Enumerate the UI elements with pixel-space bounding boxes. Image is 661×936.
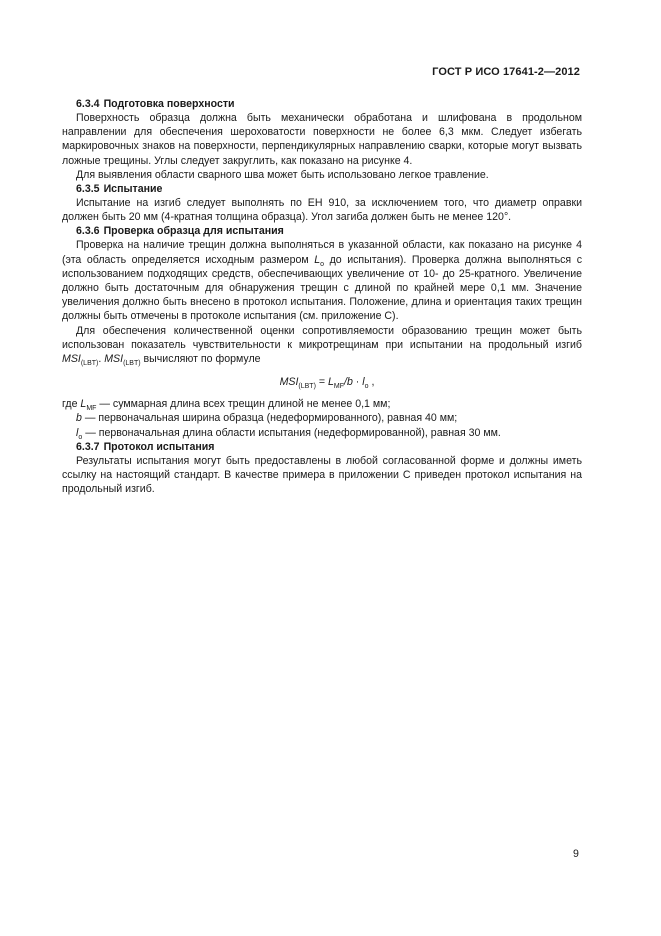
variable: L (80, 398, 87, 411)
paragraph: Для выявления области сварного шва может быть использовано легкое травление. (76, 168, 489, 181)
section-number: 6.3.5 (76, 183, 100, 196)
section-number: 6.3.4 (76, 98, 100, 110)
paragraph: Испытание на изгиб следует выполнять по ЕН 910, за исключением того, что диаметр оправки должен быть 20 мм (4-кратная толщина образца). Угол загиба должен быть не менее 120°. (62, 197, 582, 224)
variable: L (314, 253, 321, 266)
page-number: 9 (573, 848, 579, 860)
subscript: (LBT) (123, 360, 141, 368)
text-run: Проверка на наличие трещин должна выполняться в указанной области, как показано на рисунке 4 (эта область определяется исходным размером (62, 239, 582, 266)
subscript: o (320, 260, 325, 268)
paragraph (62, 238, 582, 323)
paragraph: Результаты испытания могут быть предоставлены в любой согласованной форме и должны иметь ссылку на настоящий стандарт. В качестве примера в приложении С приведен протокол испытания на продольный изгиб. (62, 454, 582, 496)
formula-lhs: MSI (279, 376, 299, 389)
section-heading-6-3-4 (62, 97, 582, 111)
definition-item (62, 397, 582, 411)
formula-var: l (362, 376, 365, 389)
subscript: (LBT) (298, 383, 316, 391)
definition-text: — первоначальная ширина образца (недеформированного), равная 40 мм; (81, 412, 458, 425)
subscript: o (364, 383, 369, 391)
definition-text: — первоначальная длина области испытания (недеформированной), равная 30 мм. (82, 426, 501, 439)
subscript: MF (333, 383, 344, 391)
section-heading-6-3-7 (62, 440, 582, 454)
text-run: вычисляют по формуле (140, 353, 261, 366)
paragraph: Поверхность образца должна быть механически обработана и шлифована в продольном направлении для обеспечения шероховатости поверхности не более 6,3 мкм. Следует избегать маркировочных знаков на поверхности, перпендикулярных направлению сварки, которые могут вызвать ложные трещины. Углы следует закруглить, как показано на рисунке 4. (62, 112, 582, 167)
section-heading-6-3-5 (62, 182, 582, 196)
formula-var: L (327, 376, 334, 389)
section-number: 6.3.7 (76, 440, 100, 453)
variable: l (76, 426, 79, 439)
section-title: Протокол испытания (103, 440, 215, 453)
section-heading-6-3-6 (62, 224, 582, 238)
subscript: (LBT) (80, 360, 99, 368)
equals-sign: = (315, 376, 328, 389)
section-title: Подготовка поверхности (103, 98, 235, 110)
section-title: Проверка образца для испытания (103, 225, 284, 238)
text-run: до испытания). Проверка должна выполняться с использованием подходящих средств, обеспечивающих увеличение от 10- до 25-кратного. Увеличение должно быть достаточным для обнаружения трещин с длиной по крайней мере 0,1 мм. Значение увеличения должно быть внесено в протокол испытания. Положение, длина и ориентация таких трещин должны быть отмечены в протоколе испытания (см. приложение С). (62, 253, 582, 323)
section-title: Испытание (103, 183, 163, 196)
variable: MSI (104, 353, 124, 366)
paragraph (62, 324, 582, 367)
definition-item (62, 426, 582, 440)
variable: b (76, 412, 82, 425)
variable: MSI (62, 353, 81, 366)
text-run: . (98, 353, 105, 366)
definition-text: — суммарная длина всех трещин длиной не менее 0,1 мм; (96, 398, 391, 411)
formula-var: /b (344, 376, 353, 389)
multiply-dot: · (352, 376, 363, 389)
document-code: ГОСТ Р ИСО 17641-2—2012 (432, 66, 580, 78)
document-body (62, 97, 582, 496)
text-run: Для обеспечения количественной оценки сопротивляемости образованию трещин может быть использован показатель чувствительности к микротрещинам при испытании на продольный изгиб (62, 324, 582, 351)
subscript: o (78, 433, 83, 441)
section-number: 6.3.6 (76, 225, 100, 238)
formula (62, 375, 582, 389)
formula-tail: , (368, 376, 375, 389)
where-label: где (62, 398, 81, 411)
definition-item (62, 411, 582, 425)
subscript: MF (86, 405, 97, 413)
